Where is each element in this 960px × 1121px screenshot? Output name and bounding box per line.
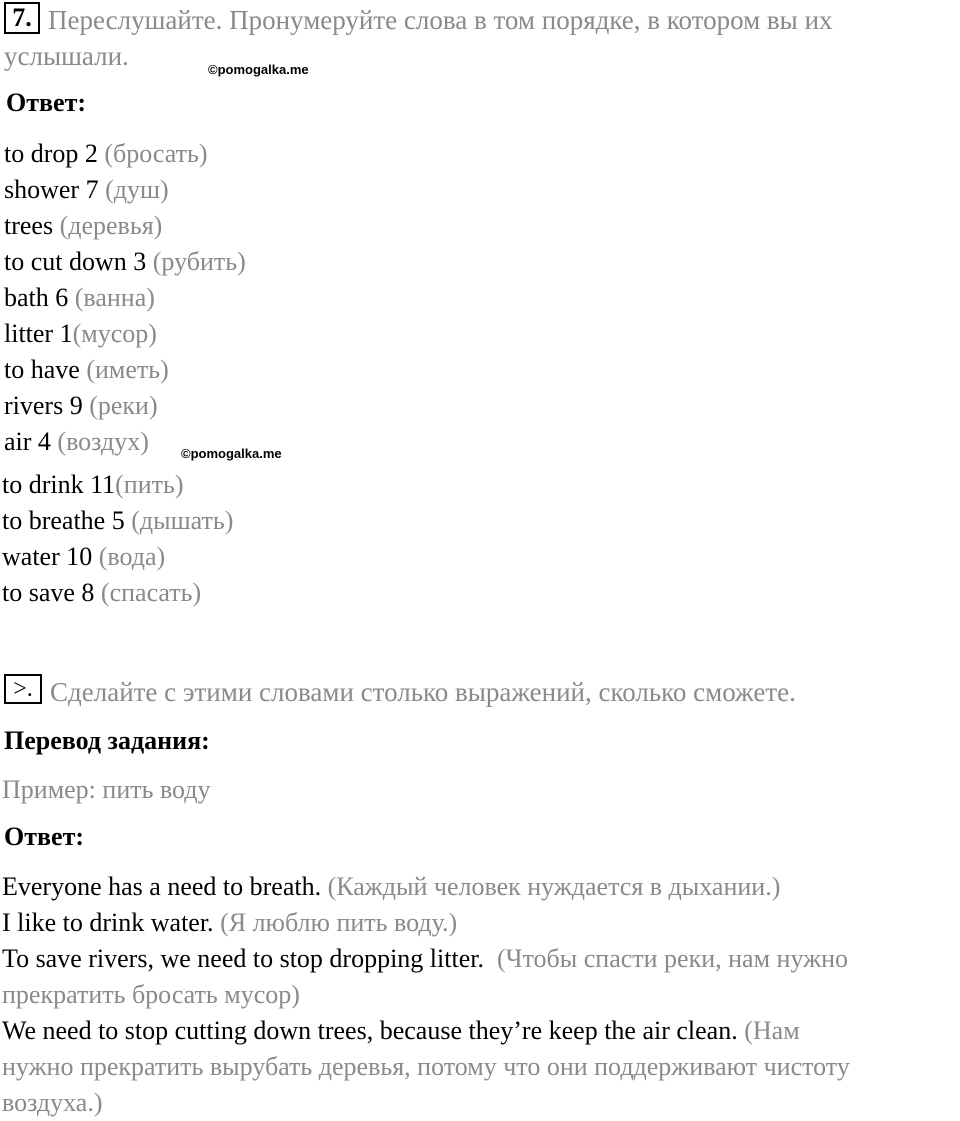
- list-item: to breathe 5 (дышать): [2, 506, 234, 535]
- list-item: bath 6 (ванна): [4, 283, 155, 312]
- answer-sentence: To save rivers, we need to stop dropping litter. (Чтобы спасти реки, нам нужно: [2, 944, 848, 973]
- answer-sentence-cont: нужно прекратить вырубать деревья, потому что они поддерживают чистоту: [2, 1052, 850, 1081]
- answer-sentence-cont: воздуха.): [2, 1088, 103, 1117]
- answer-sentence: We need to stop cutting down trees, because they’re keep the air clean. (Нам: [2, 1016, 800, 1045]
- watermark: ©pomogalka.me: [208, 62, 309, 77]
- list-item: rivers 9 (реки): [4, 391, 158, 420]
- list-item: to cut down 3 (рубить): [4, 247, 246, 276]
- list-item: to drop 2 (бросать): [4, 139, 208, 168]
- translation-heading: Перевод задания:: [4, 726, 210, 755]
- answer-sentence: Everyone has a need to breath. (Каждый человек нуждается в дыхании.): [2, 872, 781, 901]
- task-7-instruction-line2: услышали.: [4, 41, 129, 71]
- answer-heading-2: Ответ:: [4, 822, 85, 851]
- list-item: air 4 (воздух): [4, 427, 149, 456]
- answer-sentence: I like to drink water. (Я люблю пить воду.): [2, 908, 458, 937]
- task-symbol-box: >.: [4, 674, 42, 704]
- task-7-instruction: [4, 2, 833, 38]
- task-next-instruction: [4, 674, 796, 710]
- list-item: to save 8 (спасать): [2, 578, 202, 607]
- task-next-instruction-text: Сделайте с этими словами столько выражений, сколько сможете.: [50, 677, 796, 707]
- answer-heading: Ответ:: [6, 88, 87, 117]
- task-number-box: 7.: [4, 2, 40, 34]
- list-item: to drink 11(пить): [2, 470, 184, 499]
- answer-sentence-cont: прекратить бросать мусор): [2, 980, 300, 1009]
- list-item: trees (деревья): [4, 211, 163, 240]
- example-text: Пример: пить воду: [2, 775, 211, 804]
- list-item: shower 7 (душ): [4, 175, 169, 204]
- watermark: ©pomogalka.me: [181, 446, 282, 461]
- list-item: litter 1(мусор): [4, 319, 157, 348]
- list-item: to have (иметь): [4, 355, 169, 384]
- task-7-instruction-line1: Переслушайте. Пронумеруйте слова в том порядке, в котором вы их: [48, 5, 833, 35]
- list-item: water 10 (вода): [2, 542, 166, 571]
